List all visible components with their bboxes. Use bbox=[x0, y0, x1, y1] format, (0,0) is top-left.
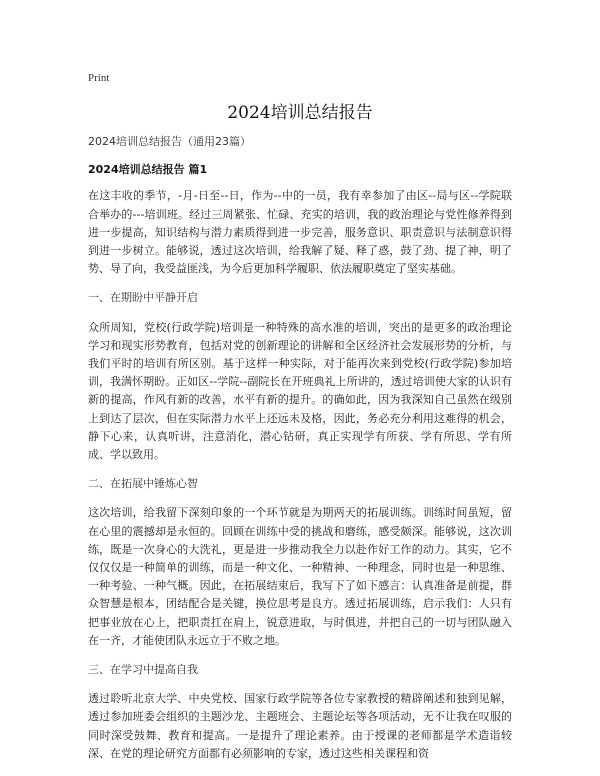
heading-2: 二、在拓展中锤炼心智 bbox=[88, 477, 198, 491]
heading-3: 三、在学习中提高自我 bbox=[88, 663, 198, 677]
page-title: 2024培训总结报告 bbox=[227, 103, 373, 123]
document-body bbox=[88, 133, 512, 774]
paragraph-intro: 在这丰收的季节，-月-日至--日，作为--中的一员，我有幸参加了由区--局与区--学院联合举办的---培训班。经过三周紧张、忙碌、充实的培训，我的政治理论与党性修养得到进一步提高，知识结构与潜力素质得到进一步完善，服务意识、职责意识与法制意识得到进一步树立。能够说，透过这次培训，给我解了疑、释了惑，鼓了劲、提了神，明了势、导了向，我受益匪浅，为今后更加科学履职、依法履职奠定了坚实基础。 bbox=[88, 189, 512, 276]
print-label: Print bbox=[88, 72, 110, 84]
paragraph-3: 透过聆听北京大学、中央党校、国家行政学院等各位专家教授的精辟阐述和独到见解，透过参加班委会组织的主题沙龙、主题班会、主题论坛等各项活动，无不让我在叹服的同时深受鼓舞、教育和提高。一是提升了理论素养。由于授课的老师都是学术造诣较深、在党的理论研究方面都有必须影响的专家，透过这些相关课程和资 bbox=[88, 692, 512, 760]
document-subtitle: 2024培训总结报告（通用23篇） bbox=[88, 135, 251, 148]
heading-1: 一、在期盼中平静开启 bbox=[88, 291, 198, 305]
section-title: 2024培训总结报告 篇1 bbox=[88, 163, 208, 177]
paragraph-2: 这次培训，给我留下深刻印象的一个环节就是为期两天的拓展训练。训练时间虽短，留在心里的震撼却是永恒的。回顾在训练中受的挑战和磨练，感受颇深。能够说，这次训练，既是一次身心的大洗礼，更是进一步推动我全力以赴作好工作的动力。其实，它不仅仅仅是一种简单的训练，而是一种文化、一种精神、一种理念，同时也是一种思维、一种考验、一种气概。因此，在拓展结束后，我写下了如下感言：认真准备是前提，群众智慧是根本，团结配合是关键，换位思考是良方。透过拓展训练，启示我们：人只有把事业放在心上，把职责扛在肩上，锐意进取，与时俱进，并把自己的一切与团队融入在一齐，才能使团队永远立于不败之地。 bbox=[88, 506, 512, 647]
paragraph-1: 众所周知，党校(行政学院)培训是一种特殊的高水准的培训，突出的是更多的政治理论学习和现实形势教育，包括对党的创新理论的讲解和全区经济社会发展形势的分析，与我们平时的培训有所区别。基于这样一种实际，对于能再次来到党校(行政学院)参加培训，我满怀期盼。正如区--学院--副院长在开班典礼上所讲的，透过培训使大家的认识有新的提高，作风有新的改善，水平有新的提升。的确如此，因为我深知自己虽然在级别上到达了层次，但在实际潜力水平上还远未及格，因此，务必充分利用这难得的机会，静下心来，认真听讲，注意消化，潜心钻研，真正实现学有所获、学有所思、学有所成、学以致用。 bbox=[88, 320, 512, 462]
